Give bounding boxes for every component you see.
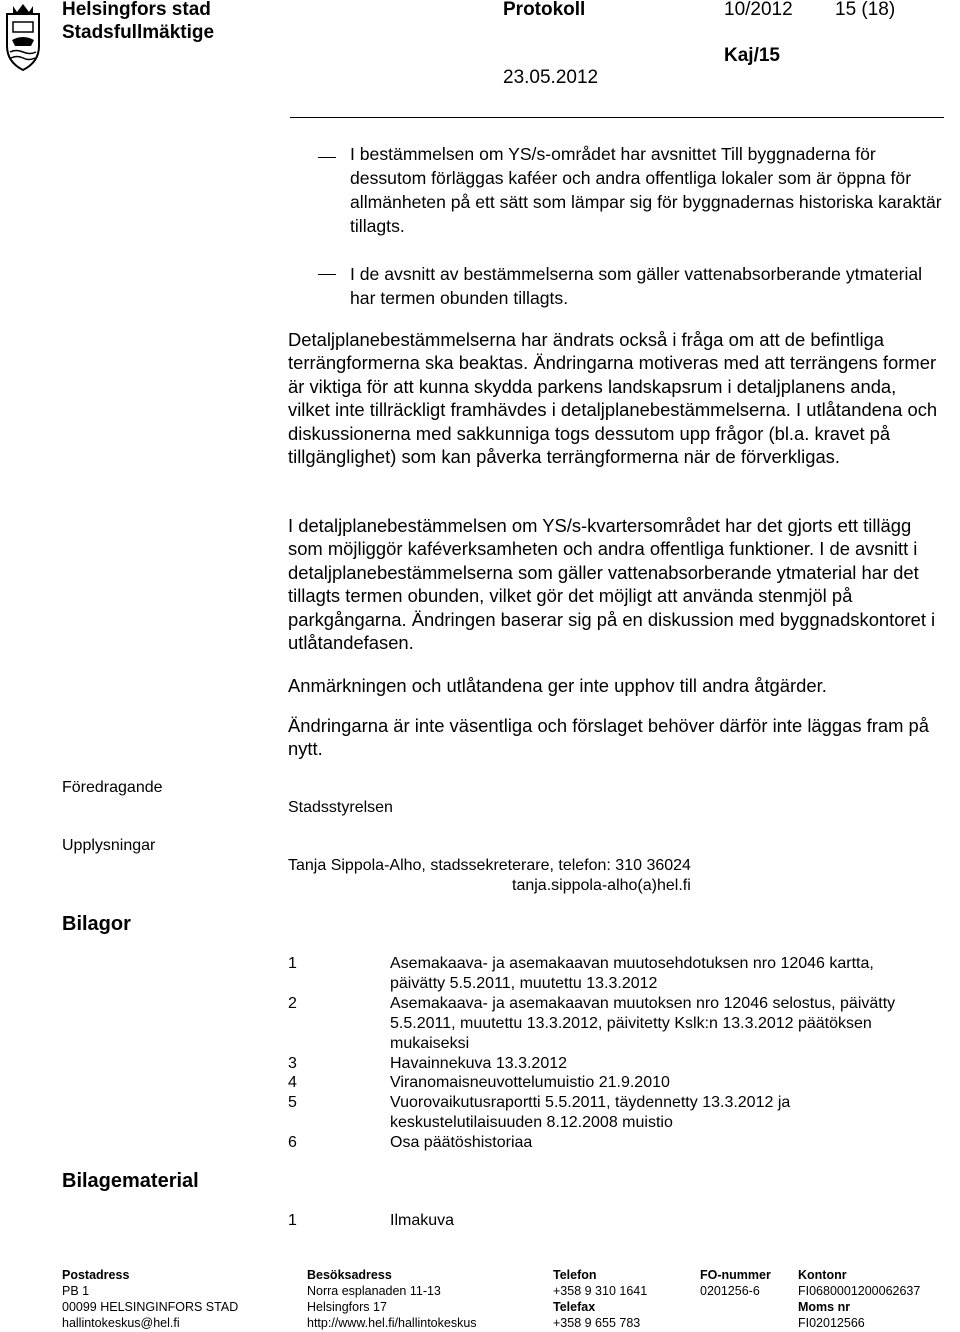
footer-fo: [700, 1267, 771, 1299]
footer-phone: [553, 1267, 647, 1331]
footer-account-value: FI0680001200062637: [798, 1284, 921, 1298]
footer-postal: [62, 1267, 238, 1331]
paragraph: Anmärkningen och utlåtandena ger inte upphov till andra åtgärder.: [288, 675, 827, 696]
footer-postal-line: PB 1: [62, 1284, 90, 1298]
footer-phone-label: Telefon: [553, 1268, 597, 1282]
footer-vat-value: FI02012566: [798, 1316, 865, 1330]
paragraph: I detaljplanebestämmelsen om YS/s-kvartersområdet har det gjorts ett tillägg som möjliggör kaféverksamheten och andra offentliga funktioner. I de avsnitt i detaljplanebestämmelserna som gäller vattenabsorberande ytmaterial har det tillagts termen obunden, vilket gör det möjligt att använda stenmjöl på parkgångarna. Ändringen baserar sig på en diskussion med byggnadskontoret i utlåtandefasen.: [288, 515, 936, 654]
page-number: 15 (18): [835, 0, 896, 20]
paragraph: Ändringarna är inte väsentliga och förslaget behöver därför inte läggas fram på nytt.: [288, 715, 929, 760]
attachment-text: Vuorovaikutusraportti 5.5.2011, täydennetty 13.3.2012 ja keskustelutilaisuuden 8.12.2008 muistio: [390, 1094, 791, 1131]
bullet-item: I de avsnitt av bestämmelserna som gäller vattenabsorberande ytmaterial har termen obunden tillagts.: [350, 264, 923, 308]
body-name: Stadsfullmäktige: [62, 22, 215, 43]
footer-fo-label: FO-nummer: [700, 1268, 771, 1282]
attachment-text: Havainnekuva 13.3.2012: [390, 1055, 568, 1072]
footer-visit-label: Besöksadress: [307, 1268, 392, 1282]
footer-account: [798, 1267, 920, 1331]
label-attachments: Bilagor: [62, 913, 131, 935]
attachment-number: 1: [288, 955, 297, 972]
attachment-number: 2: [288, 995, 297, 1012]
meeting-date: 23.05.2012: [503, 67, 599, 88]
paragraph: Detaljplanebestämmelserna har ändrats också i fråga om att de befintliga terrängformerna ska beaktas. Ändringarna motiveras med att terrängens former är viktiga för att kunna skydda parkens landskapsrum i detaljplanens anda, vilket inte tillräckligt framhävdes i detaljplanebestämmelserna. I utlåtandena och diskussionerna med sakkunniga togs dessutom upp frågor (bl.a. kravet på tillgänglighet) som kan påverka terrängformerna när de förverkligas.: [288, 329, 938, 468]
dash-marker: [318, 157, 336, 158]
footer-postal-label: Postadress: [62, 1268, 130, 1282]
attachment-number: 6: [288, 1134, 297, 1151]
header-divider: [290, 117, 944, 118]
attachment-text: Asemakaava- ja asemakaavan muutosehdotuksen nro 12046 kartta, päivätty 5.5.2011, muutettu 13.3.2012: [390, 955, 874, 992]
footer-vat-label: Moms nr: [798, 1300, 851, 1314]
footer-visit: [307, 1267, 477, 1331]
org-name: Helsingfors stad: [62, 0, 211, 20]
bullet-item: I bestämmelsen om YS/s-området har avsnittet Till byggnaderna för dessutom förläggas kaféer och andra offentliga lokaler som är öppna för allmänheten på ett sätt som lämpar sig för byggnadernas historiska karaktär tillagts.: [350, 144, 942, 236]
item-id: Kaj/15: [724, 45, 780, 66]
footer-fo-value: 0201256-6: [700, 1284, 760, 1298]
footer-visit-line: Norra esplanaden 11-13: [307, 1284, 441, 1298]
footer-fax-value: +358 9 655 783: [553, 1316, 641, 1330]
footer-email: hallintokeskus@hel.fi: [62, 1316, 180, 1330]
footer-postal-line: 00099 HELSINGINFORS STAD: [62, 1300, 239, 1314]
doc-number: 10/2012: [724, 0, 793, 20]
footer-phone-value: +358 9 310 1641: [553, 1284, 648, 1298]
dash-marker: [318, 274, 336, 275]
attachment-material-text: Ilmakuva: [390, 1212, 455, 1229]
attachment-text: Asemakaava- ja asemakaavan muutoksen nro 12046 selostus, päivätty 5.5.2011, muutettu 13.3.2012, päivitetty Kslk:n 13.3.2012 päätöksen mukaiseksi: [390, 995, 896, 1052]
label-attachment-material: Bilagematerial: [62, 1170, 199, 1192]
footer-visit-line: Helsingfors 17: [307, 1300, 387, 1314]
attachment-text: Viranomaisneuvottelumuistio 21.9.2010: [390, 1074, 670, 1091]
label-presenter: Föredragande: [62, 779, 163, 796]
footer-account-label: Kontonr: [798, 1268, 847, 1282]
attachment-material-number: 1: [288, 1212, 297, 1229]
attachment-number: 5: [288, 1094, 297, 1111]
doc-type: Protokoll: [503, 0, 586, 20]
presenter-value: Stadsstyrelsen: [288, 799, 393, 816]
footer-fax-label: Telefax: [553, 1300, 596, 1314]
attachment-text: Osa päätöshistoriaa: [390, 1134, 533, 1151]
contact-email: tanja.sippola-alho(a)hel.fi: [512, 877, 691, 894]
helsinki-crest-icon: [4, 2, 42, 72]
contact-line: Tanja Sippola-Alho, stadssekreterare, telefon: 310 36024: [288, 857, 691, 874]
attachment-number: 4: [288, 1074, 297, 1091]
footer-website: http://www.hel.fi/hallintokeskus: [307, 1316, 477, 1330]
label-info: Upplysningar: [62, 837, 156, 854]
attachment-number: 3: [288, 1055, 297, 1072]
